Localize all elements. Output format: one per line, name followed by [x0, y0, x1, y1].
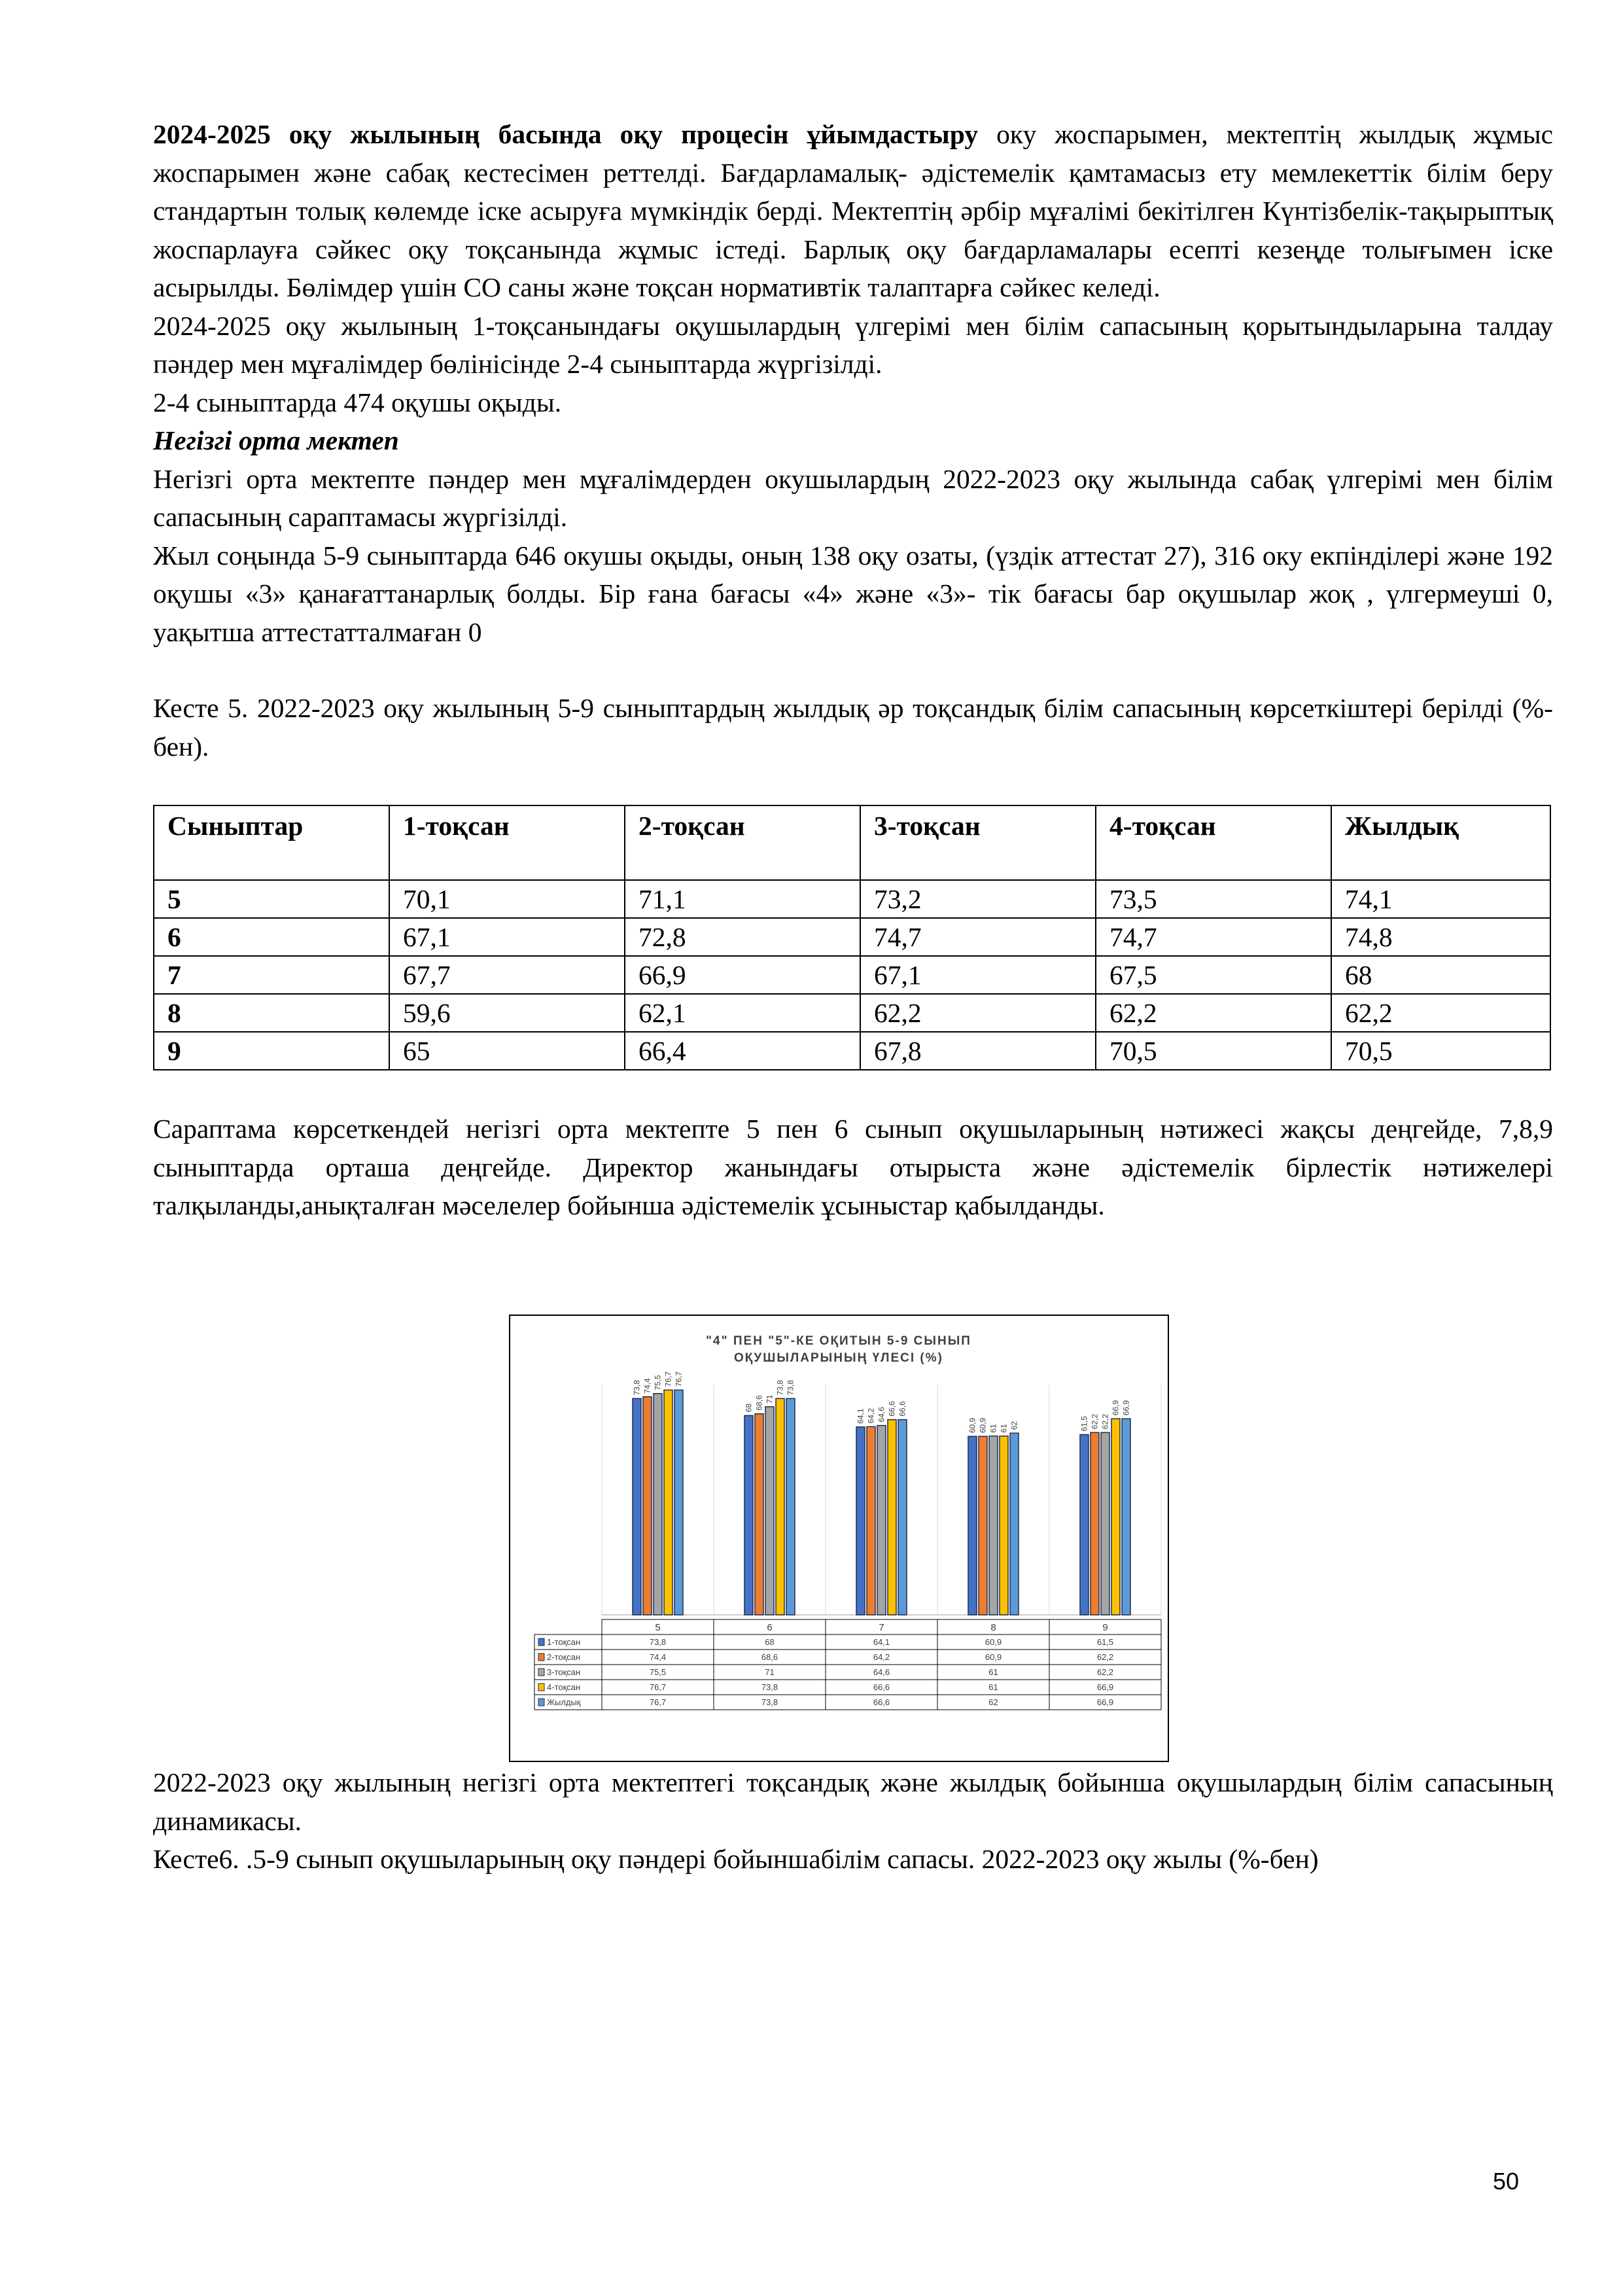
bar-data-label: 66,6 [887, 1401, 897, 1417]
table-value: 66,6 [873, 1682, 890, 1692]
bar-data-label: 64,1 [856, 1408, 865, 1424]
paragraph-2: 2024-2025 оқу жылының 1-тоқсанындағы оқушылардың үлгерімі мен білім сапасының қорытындыларына талдау пәндер мен мұғалімдер бөлінісінде 2-4 сыныптарда жүргізілді. [153, 310, 1553, 379]
bar-data-label: 62,2 [1090, 1413, 1100, 1430]
table-row [154, 1032, 1550, 1070]
table-cell: 73,2 [860, 880, 1096, 918]
page-number: 50 [1493, 2168, 1520, 2195]
table-cell: 62,2 [1096, 994, 1331, 1032]
bar [1101, 1432, 1109, 1615]
table-cell: 8 [154, 994, 389, 1032]
table-cell: 66,4 [625, 1032, 860, 1070]
table-value: 61 [988, 1682, 998, 1692]
table-cell: 74,7 [1096, 918, 1331, 956]
table-cell: 6 [154, 918, 389, 956]
bar [1010, 1433, 1019, 1615]
bar [674, 1390, 683, 1615]
table-header-cell: 3-тоқсан [860, 805, 1096, 880]
bar [856, 1427, 865, 1615]
table-category-label: 7 [879, 1622, 884, 1633]
bar-data-label: 61 [999, 1424, 1009, 1433]
table-value: 73,8 [761, 1682, 778, 1692]
table-cell: 74,8 [1331, 918, 1550, 956]
bar [1080, 1434, 1089, 1615]
table-row [154, 880, 1550, 918]
bar-data-label: 66,6 [898, 1401, 907, 1417]
table-cell: 62,1 [625, 994, 860, 1032]
legend-series-name: Жылдық [547, 1697, 581, 1707]
bar-data-label: 68 [744, 1404, 754, 1413]
paragraph-1-text: оку жоспарымен, мектептің жылдық жұмыс жоспарымен және сабақ кестесімен реттелді. Бағдарламалық- әдістемелік қамтамасыз ету мемлекеттік білім беру стандартын толық көлемде іске асыруға мүмкіндік берді. Мектептің әрбір мұғалімі бекітілген Күнтізбелік-тақырыптық жоспарлауға сәйкес оқу тоқсанында жұмыс істеді. Барлық оқу бағдарламалары есепті кезеңде толығымен іске асырылды. Бөлімдер үшін СО саны және тоқсан нормативтік талаптарға сәйкес келеді. [153, 119, 1553, 302]
bar [989, 1436, 998, 1615]
table-cell: 67,5 [1096, 956, 1331, 994]
bar-data-label: 60,9 [968, 1417, 977, 1434]
table-value: 62,2 [1096, 1667, 1114, 1677]
table-value: 66,9 [1096, 1697, 1114, 1707]
bar [765, 1407, 774, 1615]
table-cell: 74,7 [860, 918, 1096, 956]
table-cell: 66,9 [625, 956, 860, 994]
bar-data-label: 71 [765, 1394, 775, 1404]
table-cell: 62,2 [860, 994, 1096, 1032]
bar [654, 1394, 662, 1615]
table-cell: 65 [389, 1032, 625, 1070]
table-cell: 72,8 [625, 918, 860, 956]
bar [744, 1415, 753, 1615]
legend-series-name: 3-тоқсан [547, 1667, 581, 1677]
table-cell: 67,1 [860, 956, 1096, 994]
table-category-label: 5 [655, 1622, 661, 1633]
table-cell: 67,8 [860, 1032, 1096, 1070]
paragraph-6: Сараптама көрсеткендей негізгі орта мектепте 5 пен 6 сынып оқушыларының нәтижесі жақсы деңгейде, 7,8,9 сыныптарда орташа деңгейде. Директор жанындағы отырыста және әдістемелік бірлестік нәтижелері талқыланды,анықталған мәселелер бойынша әдістемелік ұсыныстар қабылданды. [153, 1114, 1553, 1220]
bar-data-label: 61,5 [1079, 1416, 1089, 1432]
bar-data-label: 61 [988, 1424, 998, 1433]
table-header-cell: 4-тоқсан [1096, 805, 1331, 880]
legend-key [538, 1699, 544, 1706]
table-cell: 59,6 [389, 994, 625, 1032]
paragraph-4: Негізгі орта мектепте пәндер мен мұғалімдерден окушылардың 2022-2023 оқу жылында сабақ үлгерімі мен білім сапасының сараптамасы жүргізілді. [153, 463, 1553, 532]
paragraph-1 [153, 115, 1553, 307]
bar [1111, 1419, 1120, 1615]
legend-key [538, 1669, 544, 1676]
paragraph-8: Кесте6. .5-9 сынып оқушыларының оқу пәндері бойыншабілім сапасы. 2022-2023 оқу жылы (%-бен) [153, 1844, 1319, 1874]
bar-data-label: 64,6 [877, 1407, 886, 1422]
table-value: 68,6 [761, 1652, 778, 1662]
table-header-cell: Жылдық [1331, 805, 1550, 880]
table-row [154, 918, 1550, 956]
table-cell: 67,7 [389, 956, 625, 994]
bar-data-label: 76,7 [674, 1371, 684, 1387]
paragraph-7: 2022-2023 оқу жылының негізгі орта мектептегі тоқсандық және жылдық бойынша оқушылардың білім сапасының динамикасы. [153, 1767, 1553, 1836]
legend-key [538, 1638, 544, 1646]
paragraph-1-bold: 2024-2025 оқу жылының басында оқу процесін ұйымдастыру [153, 119, 979, 149]
table-value: 64,1 [873, 1637, 890, 1647]
paragraph-5: Жыл соңында 5-9 сыныптарда 646 окушы оқыды, оның 138 оқу озаты, (үздік аттестат 27), 316 оку екпінділері және 192 оқушы «3» қанағаттанарлық болды. Бір ғана бағасы «4» және «3»- тік бағасы бар оқушылар жоқ , үлгермеуші 0, уақытша аттестатталмаған 0 [153, 540, 1553, 647]
bar [664, 1390, 672, 1615]
table-value: 61 [988, 1667, 998, 1677]
table-category-label: 9 [1102, 1622, 1108, 1633]
table-value: 60,9 [985, 1637, 1002, 1647]
document-page [153, 115, 1553, 1225]
table-cell: 71,1 [625, 880, 860, 918]
legend-series-name: 2-тоқсан [547, 1652, 581, 1662]
table-header-cell: Сыныптар [154, 805, 389, 880]
table-value: 73,8 [649, 1637, 667, 1647]
bar-data-label: 75,5 [653, 1375, 663, 1390]
bar [1091, 1432, 1099, 1615]
legend-series-name: 1-тоқсан [547, 1637, 581, 1647]
bar [633, 1398, 641, 1615]
quality-table [153, 805, 1551, 1070]
bar-data-label: 62,2 [1100, 1413, 1110, 1430]
table-value: 73,8 [761, 1697, 778, 1707]
table-value: 64,6 [873, 1667, 890, 1677]
bar [867, 1426, 875, 1615]
table-value: 76,7 [649, 1697, 667, 1707]
table-cell: 68 [1331, 956, 1550, 994]
table-value: 75,5 [649, 1667, 667, 1677]
table-cell: 62,2 [1331, 994, 1550, 1032]
table-cell: 70,5 [1096, 1032, 1331, 1070]
table-value: 64,2 [873, 1652, 890, 1662]
table-cell: 9 [154, 1032, 389, 1070]
table-value: 68 [765, 1637, 775, 1647]
legend-key [538, 1653, 544, 1661]
table-value: 71 [765, 1667, 775, 1677]
table-header-cell: 2-тоқсан [625, 805, 860, 880]
table-value: 66,6 [873, 1697, 890, 1707]
table-cell: 74,1 [1331, 880, 1550, 918]
bar-data-label: 73,8 [632, 1380, 642, 1396]
after-chart-text [153, 1763, 1553, 1879]
bar [888, 1420, 896, 1615]
bar [643, 1397, 652, 1615]
chart-title-line-1: "4" ПЕН "5"-КЕ ОҚИТЫН 5-9 СЫНЫП [706, 1334, 971, 1348]
bar-data-label: 62 [1009, 1421, 1019, 1430]
table-value: 62,2 [1096, 1652, 1114, 1662]
table-value: 62 [988, 1697, 998, 1707]
table-value: 74,4 [649, 1652, 667, 1662]
bar [755, 1414, 763, 1615]
table-row [154, 956, 1550, 994]
bar [877, 1426, 886, 1615]
bar-data-label: 60,9 [978, 1417, 988, 1434]
table-header-row [154, 805, 1550, 880]
bar-data-label: 66,9 [1111, 1400, 1121, 1416]
table-cell: 73,5 [1096, 880, 1331, 918]
table-cell: 70,1 [389, 880, 625, 918]
table-value: 66,9 [1096, 1682, 1114, 1692]
paragraph-3: 2-4 сыныптарда 474 оқушы оқыды. [153, 387, 562, 417]
bar [786, 1398, 795, 1615]
bar [1000, 1436, 1008, 1615]
table-caption: Кесте 5. 2022-2023 оқу жылының 5-9 сыныптардың жылдық әр тоқсандық білім сапасының көрсеткіштері берілді (%-бен). [153, 693, 1553, 762]
table-category-label: 8 [990, 1622, 996, 1633]
bar [776, 1398, 784, 1615]
table-value: 60,9 [985, 1652, 1002, 1662]
bar [979, 1436, 987, 1615]
chart-title-line-2: ОҚУШЫЛАРЫНЫҢ ҮЛЕСІ (%) [734, 1351, 943, 1365]
table-value: 76,7 [649, 1682, 667, 1692]
bar [898, 1420, 907, 1615]
table-category-label: 6 [767, 1622, 773, 1633]
bar-data-label: 68,6 [754, 1395, 764, 1411]
table-row [154, 994, 1550, 1032]
table-cell: 7 [154, 956, 389, 994]
table-cell: 67,1 [389, 918, 625, 956]
table-header-cell: 1-тоқсан [389, 805, 625, 880]
bar [968, 1436, 977, 1615]
bar-data-label: 73,8 [775, 1380, 785, 1396]
bar-chart [509, 1315, 1169, 1762]
bar-data-label: 64,2 [866, 1408, 876, 1424]
legend-series-name: 4-тоқсан [547, 1682, 581, 1692]
bar-data-label: 66,9 [1121, 1400, 1131, 1416]
chart-svg [510, 1316, 1168, 1761]
table-value: 61,5 [1096, 1637, 1114, 1647]
table-cell: 70,5 [1331, 1032, 1550, 1070]
bar-data-label: 76,7 [663, 1371, 673, 1387]
section-heading: Негізгі орта мектеп [153, 425, 399, 455]
bar [1122, 1419, 1130, 1615]
legend-key [538, 1684, 544, 1691]
bar-data-label: 73,8 [786, 1380, 795, 1396]
table-cell: 5 [154, 880, 389, 918]
bar-data-label: 74,4 [642, 1378, 652, 1394]
